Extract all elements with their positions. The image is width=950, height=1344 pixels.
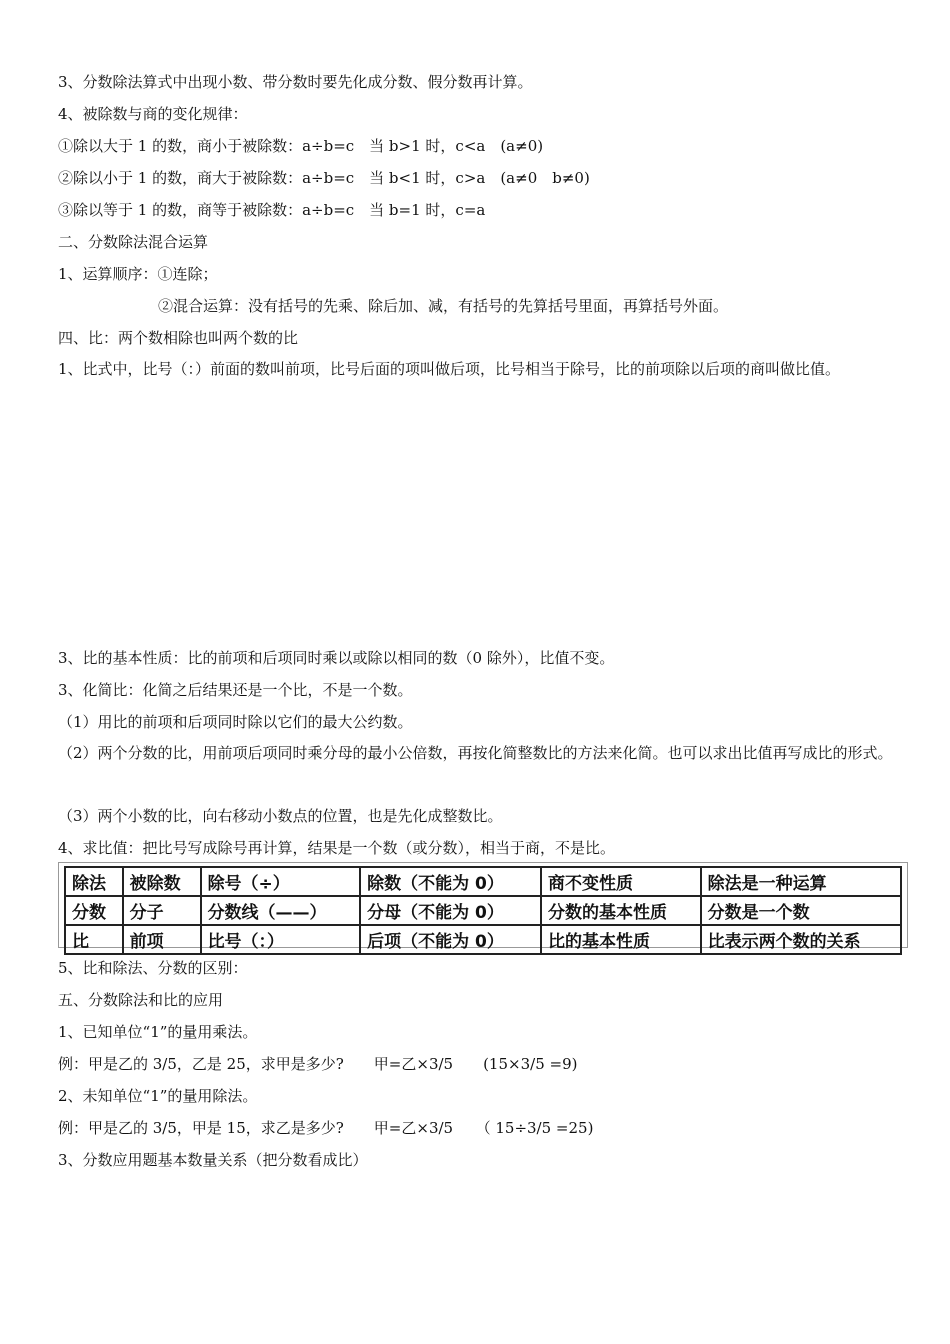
table-cell: 除号（÷） (201, 867, 361, 896)
table-row (65, 925, 901, 954)
text-line: （3）两个小数的比，向右移动小数点的位置，也是先化成整数比。 (58, 807, 503, 825)
table-cell: 分子 (123, 896, 201, 925)
table-cell: 除法是一种运算 (701, 867, 901, 896)
text-paragraph: （2）两个分数的比，用前项后项同时乘分母的最小公倍数，再按化简整数比的方法来化简。也可以求出比值再写成比的形式。 (58, 744, 893, 762)
table-cell: 比表示两个数的关系 (701, 925, 901, 954)
text-line: ②混合运算：没有括号的先乘、除后加、减，有括号的先算括号里面，再算括号外面。 (158, 297, 729, 315)
table-row (65, 896, 901, 925)
text-line: 1、已知单位“1”的量用乘法。 (58, 1023, 258, 1041)
table-cell: 除数（不能为 0） (360, 867, 541, 896)
table-cell: 除法 (65, 867, 123, 896)
text-line: ③除以等于 1 的数，商等于被除数：a÷b=c 当 b=1 时，c=a (58, 201, 486, 219)
section-heading: 五、分数除法和比的应用 (58, 991, 224, 1009)
table-cell: 分数线（——） (201, 896, 361, 925)
table-cell: 比号（：） (201, 925, 361, 954)
text-line: ②除以小于 1 的数，商大于被除数：a÷b=c 当 b<1 时，c>a (a≠0 b≠0) (58, 169, 590, 187)
table-cell: 比的基本性质 (541, 925, 701, 954)
text-line: 2、未知单位“1”的量用除法。 (58, 1087, 258, 1105)
text-line: ①除以大于 1 的数，商小于被除数：a÷b=c 当 b>1 时，c<a (a≠0) (58, 137, 544, 155)
table-cell: 被除数 (123, 867, 201, 896)
text-line: 例：甲是乙的 3/5，乙是 25，求甲是多少? 甲=乙×3/5 (15×3/5 =9) (58, 1055, 578, 1073)
table-cell: 分数 (65, 896, 123, 925)
table-cell: 前项 (123, 925, 201, 954)
section-heading: 四、比：两个数相除也叫两个数的比 (58, 329, 299, 347)
table-cell: 后项（不能为 0） (360, 925, 541, 954)
text-line: 例：甲是乙的 3/5，甲是 15，求乙是多少? 甲=乙×3/5 （ 15÷3/5 =25) (58, 1119, 594, 1137)
text-line: 4、求比值：把比号写成除号再计算，结果是一个数（或分数），相当于商，不是比。 (58, 839, 616, 857)
text-line: 3、分数应用题基本数量关系（把分数看成比） (58, 1151, 368, 1169)
section-heading: 二、分数除法混合运算 (58, 233, 209, 251)
text-line: 3、比的基本性质：比的前项和后项同时乘以或除以相同的数（0 除外），比值不变。 (58, 649, 615, 667)
table-cell: 分母（不能为 0） (360, 896, 541, 925)
table-cell: 比 (65, 925, 123, 954)
comparison-table (64, 866, 902, 955)
table-cell: 商不变性质 (541, 867, 701, 896)
text-line: 3、化简比：化简之后结果还是一个比，不是一个数。 (58, 681, 413, 699)
table-cell: 分数是一个数 (701, 896, 901, 925)
text-paragraph: 1、比式中，比号（：）前面的数叫前项，比号后面的项叫做后项，比号相当于除号，比的前项除以后项的商叫做比值。 (58, 360, 841, 378)
text-line: 1、运算顺序：①连除； (58, 265, 218, 283)
table-cell: 分数的基本性质 (541, 896, 701, 925)
table-row (65, 867, 901, 896)
text-line: 4、被除数与商的变化规律： (58, 105, 248, 123)
text-line: （1）用比的前项和后项同时除以它们的最大公约数。 (58, 713, 413, 731)
text-line: 3、分数除法算式中出现小数、带分数时要先化成分数、假分数再计算。 (58, 73, 533, 91)
text-line: 5、比和除法、分数的区别： (58, 959, 248, 977)
